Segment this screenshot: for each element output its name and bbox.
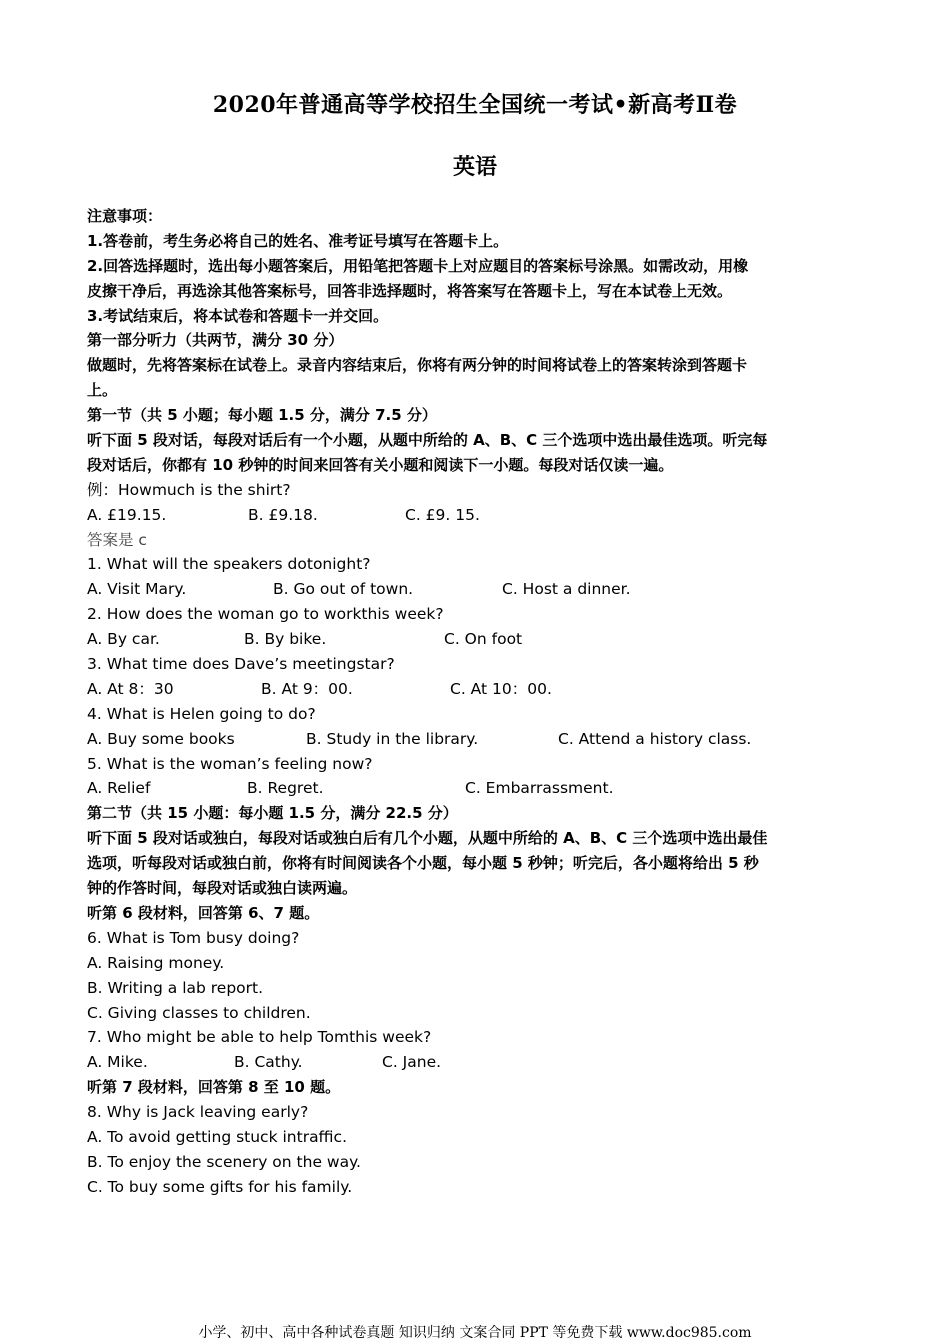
part1-instruction-a: 做题时，先将答案标在试卷上。录音内容结束后，你将有两分钟的时间将试卷上的答案转涂到答题卡 — [87, 356, 748, 375]
section2-instruction-b: 选项，听每段对话或独白前，你将有时间阅读各个小题，每小题 5 秒钟；听完后，各小题将给出 5 秒 — [87, 854, 759, 873]
q6-option-b: B. Writing a lab report. — [87, 978, 264, 997]
question-1-options — [87, 577, 867, 602]
q5-option-c: C. Embarrassment. — [465, 779, 614, 798]
q6-option-a: A. Raising money. — [87, 953, 225, 972]
q5-option-a: A. Relief — [87, 779, 151, 798]
question-4: 4. What is Helen going to do? — [87, 704, 316, 723]
example-question: 例：Howmuch is the shirt? — [87, 480, 291, 499]
question-5: 5. What is the woman’s feeling now? — [87, 754, 373, 773]
q2-option-a: A. By car. — [87, 630, 160, 649]
question-4-options — [87, 727, 867, 752]
q1-option-b: B. Go out of town. — [273, 580, 414, 599]
part1-instruction-b: 上。 — [87, 381, 118, 400]
section1-heading: 第一节（共 5 小题；每小题 1.5 分，满分 7.5 分） — [87, 406, 437, 425]
q2-option-b: B. By bike. — [244, 630, 327, 649]
q2-option-c: C. On foot — [444, 630, 523, 649]
question-3-options — [87, 677, 867, 702]
q8-option-b: B. To enjoy the scenery on the way. — [87, 1152, 361, 1171]
exam-body — [87, 204, 867, 1200]
exam-title: 2020年普通高等学校招生全国统一考试•新高考Ⅱ卷 — [212, 92, 738, 118]
notice-heading: 注意事项： — [87, 207, 163, 225]
q1-option-a: A. Visit Mary. — [87, 580, 187, 599]
notice-item-2b: 皮擦干净后，再选涂其他答案标号，回答非选择题时，将答案写在答题卡上，写在本试卷上无效。 — [87, 281, 733, 300]
subject-title: 英语 — [452, 154, 497, 180]
q1-option-c: C. Host a dinner. — [502, 580, 631, 599]
section1-instruction-a: 听下面 5 段对话，每段对话后有一个小题，从题中所给的 A、B、C 三个选项中选出最佳选项。听完每 — [87, 431, 768, 450]
q7-option-c: C. Jane. — [382, 1053, 442, 1072]
q8-option-c: C. To buy some gifts for his family. — [87, 1177, 353, 1196]
q7-option-b: B. Cathy. — [234, 1053, 303, 1072]
part1-heading: 第一部分听力（共两节，满分 30 分） — [87, 331, 344, 350]
notice-item-3: 3.考试结束后，将本试卷和答题卡一并交回。 — [87, 306, 389, 325]
example-option-a: A. £19.15. — [87, 505, 167, 524]
question-7-options — [87, 1050, 867, 1075]
example-answer: 答案是 c — [87, 530, 147, 549]
question-6: 6. What is Tom busy doing? — [87, 928, 300, 947]
section2-heading: 第二节（共 15 小题：每小题 1.5 分，满分 22.5 分） — [87, 804, 458, 823]
q4-option-a: A. Buy some books — [87, 729, 235, 748]
notice-item-1: 1.答卷前，考生务必将自己的姓名、准考证号填写在答题卡上。 — [87, 231, 509, 250]
section2-instruction-a: 听下面 5 段对话或独白，每段对话或独白后有几个小题，从题中所给的 A、B、C 三个选项中选出最佳 — [87, 829, 768, 848]
q5-option-b: B. Regret. — [247, 779, 324, 798]
q6-option-c: C. Giving classes to children. — [87, 1003, 311, 1022]
q3-option-b: B. At 9：00. — [261, 679, 353, 698]
q4-option-c: C. Attend a history class. — [558, 729, 752, 748]
q4-option-b: B. Study in the library. — [306, 729, 479, 748]
example-option-c: C. £9. 15. — [405, 505, 480, 524]
question-1: 1. What will the speakers dotonight? — [87, 555, 371, 574]
q3-option-c: C. At 10：00. — [450, 679, 552, 698]
question-5-options — [87, 776, 867, 801]
example-options — [87, 503, 867, 528]
notice-item-2a: 2.回答选择题时，选出每小题答案后，用铅笔把答题卡上对应题目的答案标号涂黑。如需改动，用橡 — [87, 256, 749, 275]
question-8: 8. Why is Jack leaving early? — [87, 1103, 309, 1122]
question-2-options — [87, 627, 867, 652]
section2-instruction-c: 钟的作答时间，每段对话或独白读两遍。 — [87, 879, 358, 898]
q8-option-a: A. To avoid getting stuck intraffic. — [87, 1127, 347, 1146]
q3-option-a: A. At 8：30 — [87, 679, 174, 698]
q7-option-a: A. Mike. — [87, 1053, 148, 1072]
question-2: 2. How does the woman go to workthis week? — [87, 605, 444, 624]
example-option-b: B. £9.18. — [248, 505, 318, 524]
group-6-heading: 听第 6 段材料，回答第 6、7 题。 — [87, 903, 320, 922]
footer-text: 小学、初中、高中各种试卷真题 知识归纳 文案合同 PPT 等免费下载 www.doc985.com — [198, 1325, 752, 1341]
question-7: 7. Who might be able to help Tomthis week? — [87, 1028, 432, 1047]
section1-instruction-b: 段对话后，你都有 10 秒钟的时间来回答有关小题和阅读下一小题。每段对话仅读一遍。 — [87, 455, 674, 474]
group-7-heading: 听第 7 段材料，回答第 8 至 10 题。 — [87, 1078, 341, 1097]
question-3: 3. What time does Dave’s meetingstar? — [87, 655, 395, 674]
